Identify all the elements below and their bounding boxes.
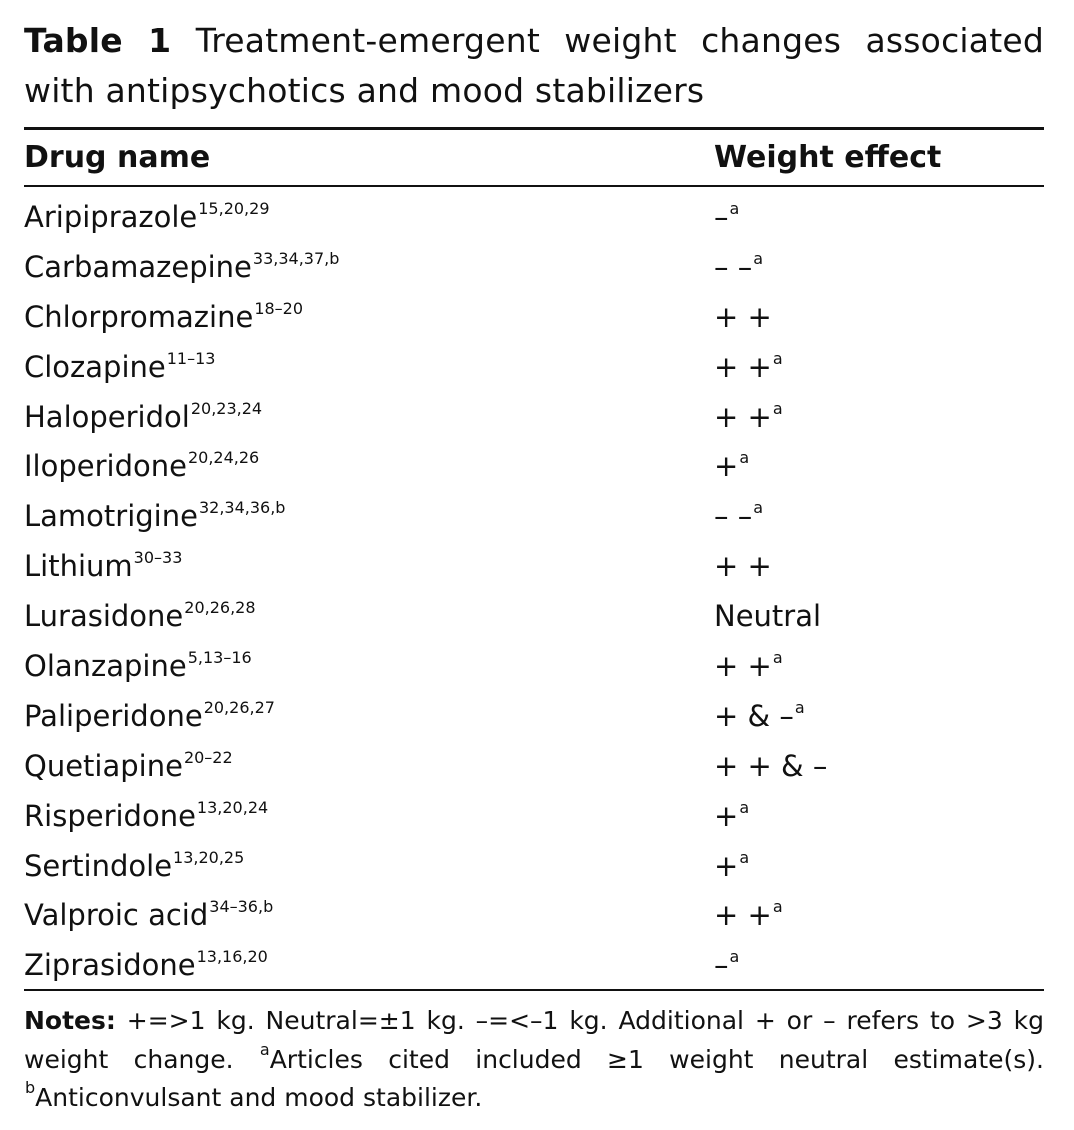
drug-cell — [24, 894, 273, 936]
effect-footnote: a — [739, 448, 750, 468]
effect-cell — [714, 495, 763, 537]
drug-cell — [24, 695, 275, 737]
footnote-marker-a: a — [259, 1039, 270, 1059]
drug-name: Haloperidol — [24, 399, 190, 434]
effect-footnote: a — [772, 348, 783, 368]
table-row — [24, 192, 1044, 242]
drug-references: 13,20,24 — [196, 797, 269, 817]
effect-cell — [714, 445, 749, 487]
weight-effect: + + — [714, 649, 772, 684]
effect-cell — [714, 595, 822, 637]
table-row — [24, 441, 1044, 491]
weight-effect: + + — [714, 399, 772, 434]
drug-name: Sertindole — [24, 848, 173, 883]
drug-name: Iloperidone — [24, 449, 187, 484]
header-rule — [24, 185, 1044, 187]
effect-footnote: a — [753, 248, 764, 268]
table-row — [24, 691, 1044, 741]
weight-effect: + + — [714, 898, 772, 933]
drug-cell — [24, 396, 262, 438]
drug-references: 20,23,24 — [190, 398, 263, 418]
table-title: Treatment-emergent weight changes associated with antipsychotics and mood stabilizers — [24, 21, 1044, 110]
drug-cell — [24, 645, 252, 687]
effect-cell — [714, 745, 828, 787]
drug-references: 20,26,28 — [184, 598, 256, 618]
weight-effect: – – — [714, 249, 753, 284]
drug-name: Lithium — [24, 549, 133, 584]
drug-name: Carbamazepine — [24, 249, 252, 284]
effect-footnote: a — [729, 199, 740, 218]
footnote-marker-b: b — [25, 1078, 36, 1097]
drug-name: Paliperidone — [24, 698, 203, 733]
drug-cell — [24, 346, 215, 388]
footnote-a-text: Articles cited included ≥1 weight neutral estimate(s). — [269, 1044, 1044, 1074]
drug-cell — [24, 545, 182, 587]
effect-cell — [714, 695, 805, 737]
bottom-rule — [24, 989, 1044, 991]
effect-cell — [714, 845, 749, 887]
notes-label: Notes: — [24, 1006, 116, 1035]
table-row — [24, 491, 1044, 541]
weight-effect: + + — [714, 549, 772, 584]
drug-cell — [24, 196, 270, 238]
drug-references: 18–20 — [254, 298, 304, 318]
table-row — [24, 242, 1044, 292]
drug-cell — [24, 296, 303, 338]
drug-cell — [24, 595, 256, 637]
table-row — [24, 940, 1044, 990]
weight-effect: – — [714, 200, 729, 234]
drug-references: 33,34,37,b — [252, 248, 340, 268]
table-row — [24, 641, 1044, 691]
drug-cell — [24, 745, 233, 787]
effect-cell — [714, 795, 749, 837]
drug-references: 13,20,25 — [173, 847, 245, 867]
notes-legend: +=>1 kg. Neutral=±1 kg. –=<–1 kg. Additional + or – refers to >3 kg weight change. — [24, 1006, 1044, 1074]
effect-footnote: a — [739, 797, 750, 817]
weight-effect: + + & – — [714, 748, 828, 783]
drug-name: Lurasidone — [24, 599, 184, 634]
table-row — [24, 541, 1044, 591]
table-body — [24, 192, 1044, 990]
drug-cell — [24, 495, 285, 537]
effect-footnote: a — [739, 847, 750, 867]
table-row — [24, 392, 1044, 442]
drug-references: 20,24,26 — [187, 448, 260, 468]
drug-references: 34–36,b — [209, 897, 274, 917]
effect-footnote: a — [772, 398, 783, 418]
weight-effect: + — [714, 798, 739, 833]
drug-references: 5,13–16 — [187, 648, 252, 668]
table-row — [24, 591, 1044, 641]
drug-name: Olanzapine — [24, 649, 187, 684]
table-notes — [24, 1002, 1044, 1118]
weight-effect: – – — [714, 499, 753, 534]
drug-name: Risperidone — [24, 798, 196, 833]
effect-cell — [714, 944, 739, 986]
effect-cell — [714, 346, 783, 388]
weight-effect: + — [714, 449, 739, 484]
column-header-effect: Weight effect — [714, 140, 942, 175]
drug-references: 20,26,27 — [203, 697, 275, 717]
effect-footnote: a — [753, 498, 764, 518]
drug-references: 32,34,36,b — [198, 498, 286, 518]
effect-cell — [714, 246, 763, 288]
table-caption — [24, 16, 1044, 116]
drug-references: 30–33 — [133, 548, 183, 568]
table-row — [24, 292, 1044, 342]
weight-effect: – — [714, 948, 729, 983]
effect-cell — [714, 296, 773, 338]
effect-cell — [714, 894, 783, 936]
table-row — [24, 890, 1044, 940]
table-row — [24, 841, 1044, 891]
drug-cell — [24, 795, 268, 837]
effect-footnote: a — [772, 897, 783, 917]
effect-cell — [714, 396, 783, 438]
effect-footnote: a — [772, 648, 783, 668]
table-row — [24, 342, 1044, 392]
effect-cell — [714, 196, 739, 238]
top-rule — [24, 127, 1044, 130]
drug-references: 11–13 — [166, 348, 216, 368]
drug-cell — [24, 445, 259, 487]
effect-cell — [714, 645, 783, 687]
drug-cell — [24, 246, 339, 288]
drug-name: Ziprasidone — [24, 948, 196, 983]
weight-effect: + + — [714, 349, 772, 384]
effect-footnote: a — [794, 697, 805, 717]
weight-effect: + & – — [714, 698, 794, 733]
column-header-drug: Drug name — [24, 140, 211, 175]
drug-cell — [24, 944, 268, 986]
drug-name: Chlorpromazine — [24, 299, 254, 334]
weight-effect: Neutral — [714, 599, 822, 634]
table-row — [24, 741, 1044, 791]
drug-name: Clozapine — [24, 349, 166, 384]
drug-references: 15,20,29 — [198, 199, 270, 218]
weight-effect: + + — [714, 299, 772, 334]
table-label: Table 1 — [24, 21, 172, 60]
drug-name: Quetiapine — [24, 748, 183, 783]
drug-name: Valproic acid — [24, 898, 209, 933]
drug-name: Lamotrigine — [24, 499, 198, 534]
weight-effect: + — [714, 848, 739, 883]
drug-name: Aripiprazole — [24, 200, 198, 234]
table-row — [24, 791, 1044, 841]
drug-references: 13,16,20 — [196, 947, 268, 967]
effect-footnote: a — [729, 947, 740, 967]
drug-references: 20–22 — [183, 747, 233, 767]
effect-cell — [714, 545, 773, 587]
drug-cell — [24, 845, 244, 887]
footnote-b-text: Anticonvulsant and mood stabilizer. — [35, 1083, 483, 1112]
